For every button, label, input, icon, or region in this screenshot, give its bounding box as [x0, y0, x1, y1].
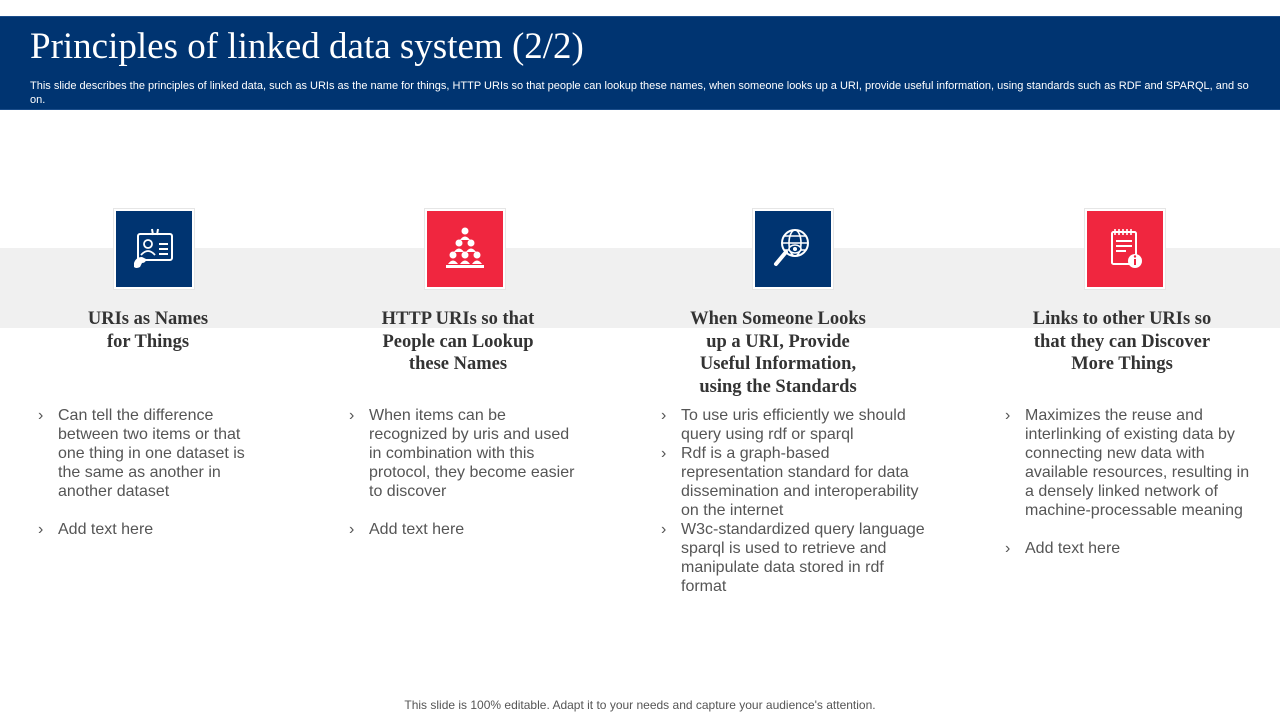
- column-2-title: [348, 308, 568, 376]
- bullet-item: › Maximizes the reuse and interlinking of existing data by connecting new data with available resources, resulting in a densely linked network of machine-processable meaning: [1005, 406, 1250, 520]
- column-2-title-line: HTTP URIs so that: [381, 309, 535, 329]
- column-3-title: [668, 308, 888, 398]
- bullet-item: › To use uris efficiently we should query using rdf or sparql: [661, 406, 926, 444]
- column-4-title: [1002, 308, 1242, 376]
- column-3-title-line: When Someone Looks: [690, 309, 866, 329]
- bullet-item: › W3c-standardized query language sparql is used to retrieve and manipulate data stored in rdf format: [661, 520, 926, 596]
- id-card-icon: [114, 209, 194, 289]
- bullet-item: › Add text here: [349, 520, 584, 539]
- column-2-title-line: these Names: [408, 354, 508, 374]
- column-3-title-line: Useful Information,: [699, 354, 857, 374]
- globe-search-icon: [753, 209, 833, 289]
- bullet-item: › Can tell the difference between two items or that one thing in one dataset is the same as another in another dataset: [38, 406, 253, 501]
- bullet-item: › Add text here: [1005, 539, 1250, 558]
- column-2-bullets: [349, 406, 584, 539]
- column-1-title: [48, 308, 248, 353]
- notepad-info-icon: [1085, 209, 1165, 289]
- column-1-bullets: [38, 406, 253, 539]
- slide-subtitle: This slide describes the principles of linked data, such as URIs as the name for things, HTTP URIs so that people can lookup these names, when someone looks up a URI, provide useful information, using standards such as RDF and SPARQL, and so on.: [30, 80, 1249, 106]
- column-4-bullets: [1005, 406, 1250, 558]
- column-1-title-line: for Things: [106, 331, 190, 352]
- column-4-title-line: More Things: [1071, 354, 1173, 374]
- page-title: Principles of linked data system (2/2): [30, 26, 584, 67]
- column-4-title-line: that they can Discover: [1033, 331, 1211, 352]
- column-2-title-line: People can Lookup: [382, 331, 534, 352]
- bullet-item: › Rdf is a graph-based representation standard for data dissemination and interoperability on the internet: [661, 444, 926, 520]
- column-3-bullets: [661, 406, 926, 596]
- column-1-title-line: URIs as Names: [87, 309, 209, 329]
- bullet-item: › Add text here: [38, 520, 253, 539]
- column-3-title-line: up a URI, Provide: [706, 331, 850, 352]
- column-3-title-line: using the Standards: [699, 376, 857, 397]
- slide-header: [0, 16, 1280, 110]
- people-pyramid-icon: [425, 209, 505, 289]
- bullet-item: › When items can be recognized by uris and used in combination with this protocol, they become easier to discover: [349, 406, 584, 501]
- column-4-title-line: Links to other URIs so: [1032, 309, 1212, 329]
- footer-note: This slide is 100% editable. Adapt it to your needs and capture your audience's attention.: [404, 698, 876, 712]
